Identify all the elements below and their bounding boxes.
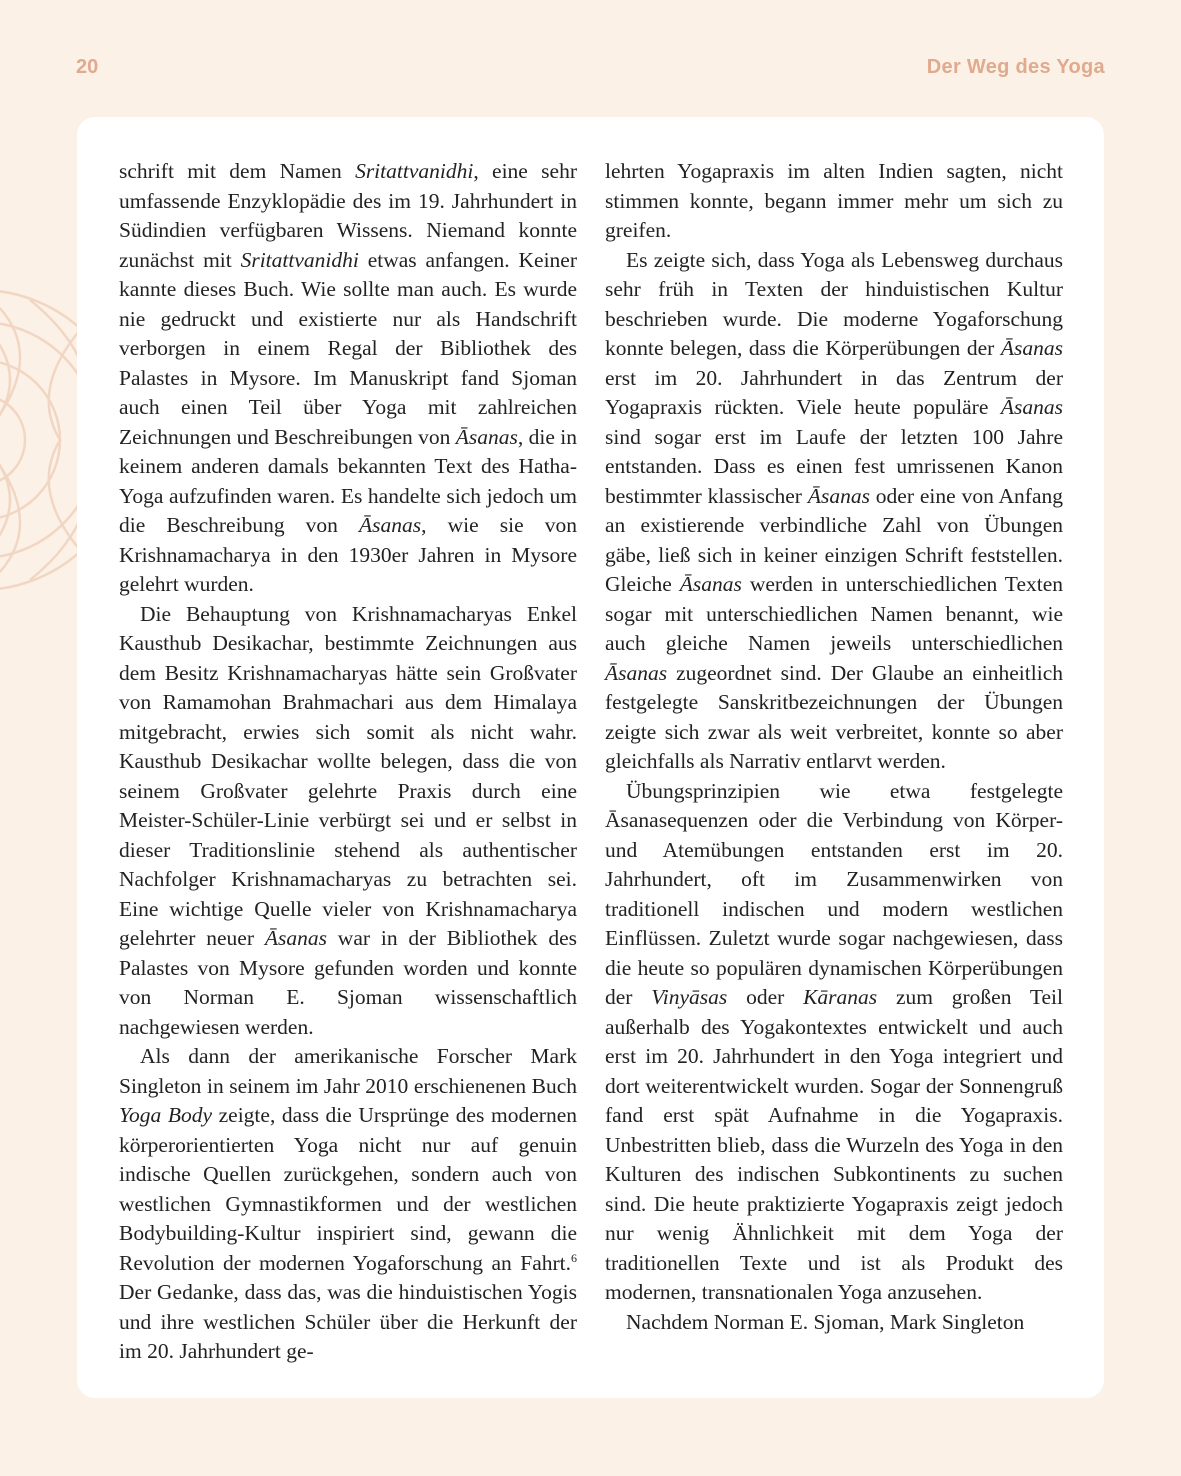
text-run: erst im 20. Jahrhundert in das Zentrum der Yogapraxis rückten. Viele heute populäre — [605, 365, 1063, 419]
text-run: lehrten Yogapraxis im alten Indien sagten, nicht stimmen konnte, begann immer mehr um sich zu greifen. — [605, 159, 1063, 242]
text-run: zum großen Teil außerhalb des Yogakontextes entwickelt und auch erst im 20. Jahrhundert in den Yoga integriert und dort weiterentwickelt wurden. Sogar der Sonnengruß fand erst spät Aufnahme in die Yogapraxis. Unbestritten blieb, dass die Wurzeln des Yoga in den Kulturen des indischen Subkontinents zu suchen sind. Die heute praktizierte Yogapraxis zeigt jedoch nur wenig Ähnlichkeit mit dem Yoga der traditionellen Texte und ist als Produkt des modernen, transnationalen Yoga anzusehen. — [605, 985, 1064, 1304]
text-run: war in der Bibliothek des Palastes von Mysore gefunden worden und konnte von Norman E. Sjoman wissenschaftlich nachgewiesen werden. — [119, 926, 578, 1039]
footnote-marker: 6 — [571, 1250, 577, 1265]
text-run: zugeordnet sind. Der Glaube an einheitlich festgelegte Sanskritbezeichnungen der Übungen zeigte sich zwar als weit verbreitet, konnte so aber gleichfalls als Narrativ entlarvt werden. — [605, 660, 1063, 773]
text-run: Der Gedanke, dass das, was die hinduistischen Yogis und ihre westlichen Schüler über die Herkunft der im 20. Jahrhundert ge- — [119, 1280, 577, 1363]
italic-term: Sritattvanidhi — [355, 159, 474, 183]
paragraph — [605, 777, 1063, 1308]
right-column — [605, 157, 1063, 1337]
italic-term: Āsanas — [1000, 395, 1063, 419]
text-run: etwas anfangen. Keiner kannte dieses Buch. Wie sollte man auch. Es wurde nie gedruckt und existierte nur als Handschrift verborgen in einem Regal der Bibliothek des Palastes in Mysore. Im Manuskript fand Sjoman auch einen Teil über Yoga mit zahlreichen Zeichnungen und Beschreibungen von — [119, 247, 577, 449]
italic-term: Kāranas — [803, 985, 878, 1009]
italic-term: Āsanas — [1000, 336, 1063, 360]
text-run: , wie sie von Krishnamacharya in den 1930er Jahren in Mysore gelehrt wurden. — [119, 513, 577, 596]
paragraph — [119, 1042, 577, 1367]
text-run: Die Behauptung von Krishnamacharyas Enkel Kausthub Desikachar, bestimmte Zeichnungen aus dem Besitz Krishnamacharyas hätte sein Großvater von Ramamohan Brahmachari aus dem Himalaya mitgebracht, erwies sich somit als nicht wahr. Kausthub Desikachar wollte belegen, dass die von seinem Großvater gelehrte Praxis durch eine Meister-Schüler-Linie verbürgt sei und er selbst in dieser Traditionslinie stehend als authentischer Nachfolger Krishnamacharyas zu betrachten sei. Eine wichtige Quelle vieler von Krishnamacharya gelehrter neuer — [119, 601, 577, 950]
italic-term: Āsanas — [455, 424, 518, 449]
italic-term: Āsanas — [807, 483, 870, 508]
text-run: Übungsprinzipien wie etwa festgelegte Āsanasequenzen oder die Verbindung von Körper- und Atemübungen entstanden erst im 20. Jahrhundert, oft im Zusammenwirken von traditionell indischen und modern westlichen Einflüssen. Zuletzt wurde sogar nachgewiesen, dass die heute so populären dynamischen Körperübungen der — [605, 778, 1063, 1009]
italic-term: Āsanas — [679, 572, 742, 596]
left-column — [119, 157, 577, 1367]
text-run: werden in unterschiedlichen Texten sogar mit unterschiedlichen Namen benannt, wie auch gleiche Namen jeweils unterschiedlichen — [605, 572, 1063, 655]
text-run: Als dann der amerikanische Forscher Mark Singleton in seinem im Jahr 2010 erschienenen Buch — [119, 1044, 577, 1098]
paragraph — [119, 157, 577, 600]
text-run: oder eine von Anfang an existierende verbindliche Zahl von Übungen gäbe, ließ sich in keiner einzigen Schrift feststellen. Gleiche — [605, 483, 1063, 596]
running-title: Der Weg des Yoga — [926, 56, 1105, 78]
italic-term: Vinyāsas — [651, 985, 728, 1009]
paragraph — [605, 1308, 1063, 1338]
italic-term: Yoga Body — [119, 1103, 213, 1127]
paragraph — [605, 246, 1063, 777]
italic-term: Āsanas — [605, 660, 668, 685]
text-run: , eine sehr umfassende Enzyklopädie des im 19. Jahrhundert in Südindien verfügbaren Wissens. Niemand konnte zunächst mit — [119, 159, 577, 272]
text-card — [77, 117, 1104, 1398]
text-run: Es zeigte sich, dass Yoga als Lebensweg durchaus sehr früh in Texten der hinduistischen Kultur beschrieben wurde. Die moderne Yogaforschung konnte belegen, dass die Körperübungen der — [605, 247, 1063, 360]
paragraph — [119, 600, 577, 1043]
text-run: Nachdem Norman E. Sjoman, Mark Singleton — [626, 1309, 1025, 1334]
italic-term: Āsanas — [264, 926, 327, 950]
text-run: sind sogar erst im Laufe der letzten 100 Jahre entstanden. Dass es einen fest umrissenen Kanon bestimmter klassischer — [605, 424, 1063, 508]
italic-term: Sritattvanidhi — [240, 247, 359, 272]
text-run: , die in keinem anderen damals bekannten Text des Hatha-Yoga aufzufinden waren. Es handelte sich jedoch um die Beschreibung von — [119, 424, 577, 537]
text-run: schrift mit dem Namen — [119, 159, 356, 183]
text-run: oder — [727, 985, 804, 1009]
italic-term: Āsanas — [359, 513, 422, 537]
page-number: 20 — [76, 56, 99, 78]
paragraph — [605, 157, 1063, 246]
text-run: zeigte, dass die Ursprünge des modernen körperorientierten Yoga nicht nur auf genuin indische Quellen zurückgehen, sondern auch von westlichen Gymnastikformen und der westlichen Bodybuilding-Kultur inspiriert sind, gewann die Revolution der modernen Yogaforschung an Fahrt. — [119, 1103, 577, 1275]
page-header — [76, 56, 1105, 86]
